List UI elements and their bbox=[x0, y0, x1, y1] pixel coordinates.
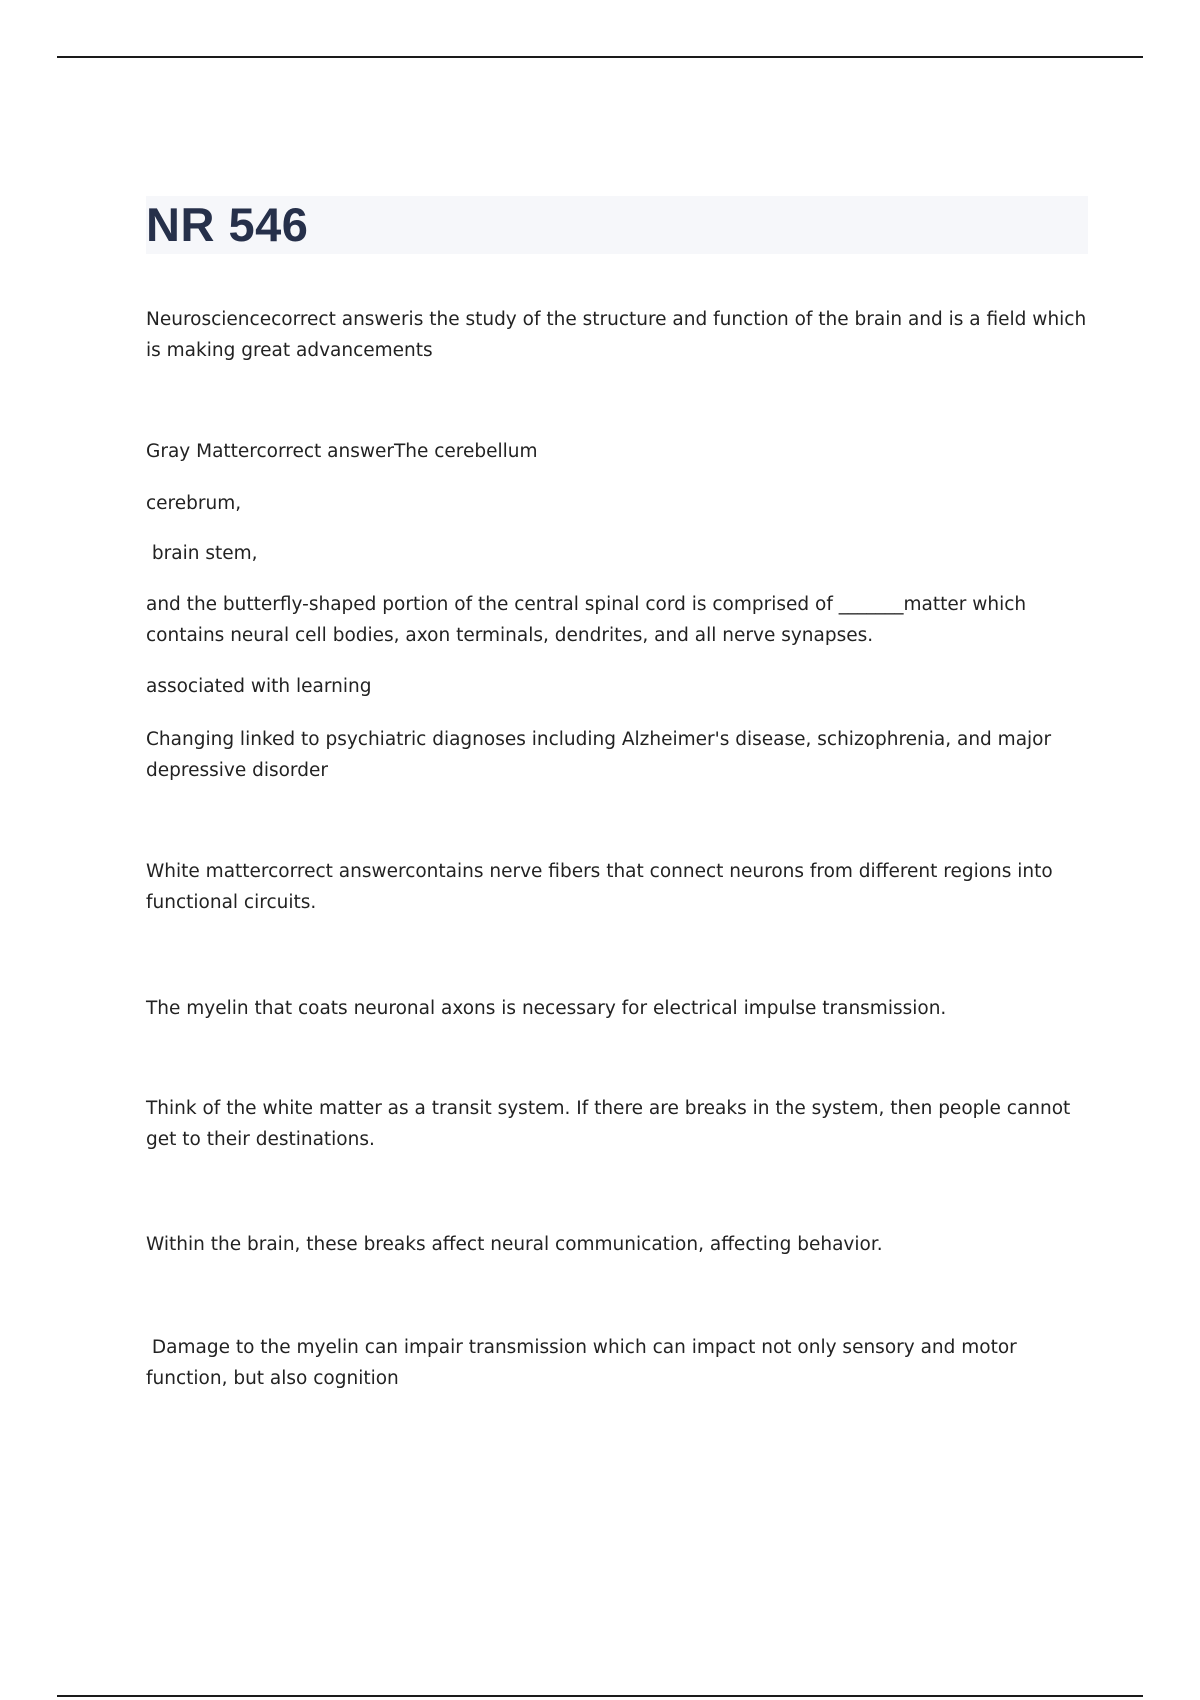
document-title: NR 546 bbox=[146, 198, 309, 251]
bottom-rule bbox=[57, 1695, 1143, 1697]
paragraph-gray-matter: Gray Mattercorrect answerThe cerebellum bbox=[146, 441, 538, 462]
paragraph-transit-system: Think of the white matter as a transit system. If there are breaks in the system, then people cannot get to their destinations. bbox=[146, 1098, 1077, 1150]
paragraph-white-matter: White mattercorrect answercontains nerve fibers that connect neurons from different regions into functional circuits. bbox=[146, 861, 1059, 913]
paragraph-damage: Damage to the myelin can impair transmission which can impact not only sensory and motor function, but also cognition bbox=[146, 1337, 1023, 1389]
paragraph-brain-stem: brain stem, bbox=[146, 543, 258, 564]
paragraph-myelin: The myelin that coats neuronal axons is necessary for electrical impulse transmission. bbox=[146, 998, 947, 1019]
paragraph-psychiatric: Changing linked to psychiatric diagnoses including Alzheimer's disease, schizophrenia, and major depressive disorder bbox=[146, 729, 1057, 781]
top-rule bbox=[57, 56, 1143, 58]
paragraph-butterfly-portion: and the butterfly-shaped portion of the central spinal cord is comprised of _______matter which contains neural cell bodies, axon terminals, dendrites, and all nerve synapses. bbox=[146, 594, 1033, 646]
paragraph-cerebrum: cerebrum, bbox=[146, 493, 242, 514]
paragraph-breaks: Within the brain, these breaks affect neural communication, affecting behavior. bbox=[146, 1234, 883, 1255]
paragraph-learning: associated with learning bbox=[146, 676, 372, 697]
paragraph-neuroscience: Neurosciencecorrect answeris the study of the structure and function of the brain and is a field which is making great advancements bbox=[146, 309, 1093, 361]
